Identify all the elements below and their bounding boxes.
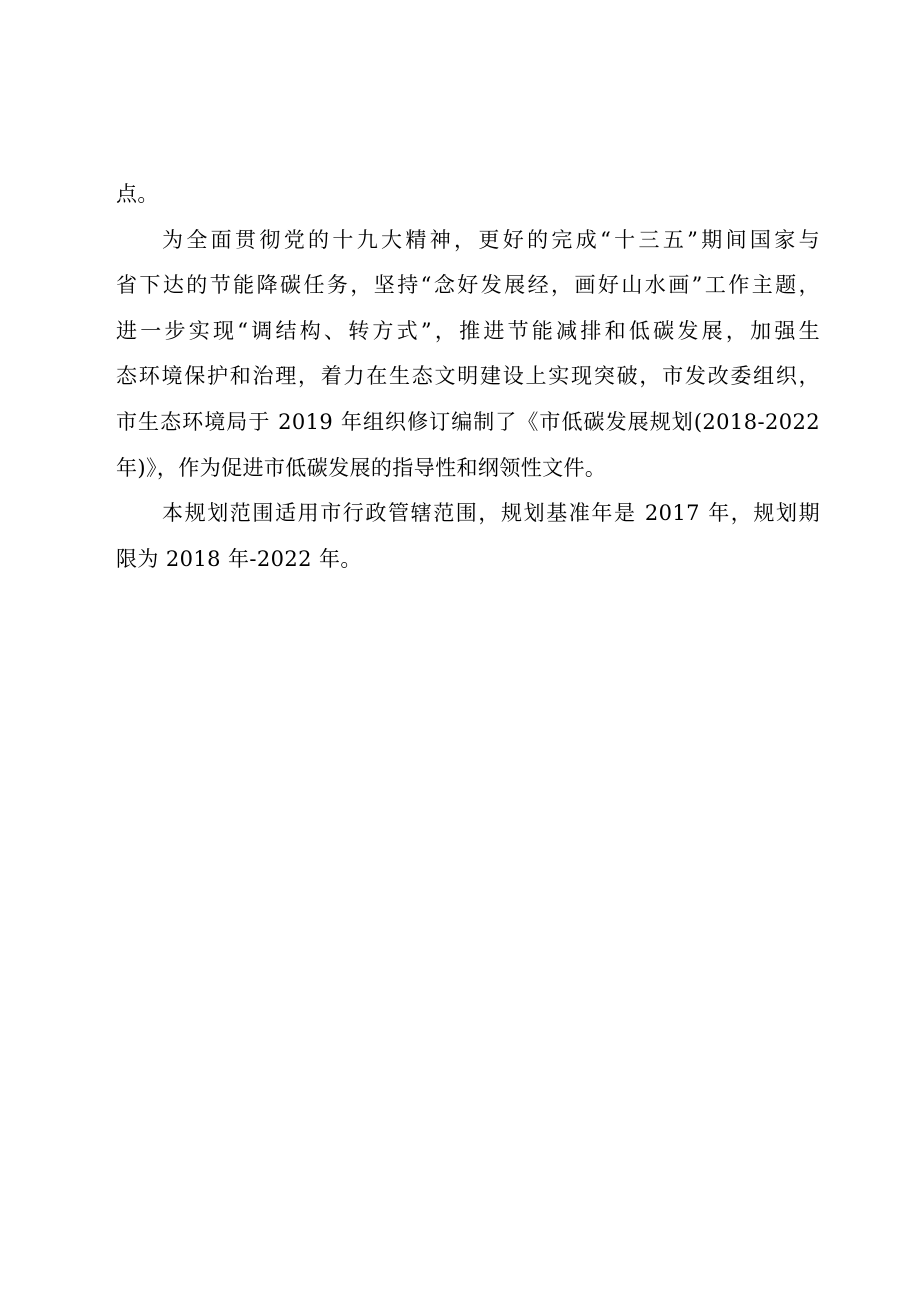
paragraph-3-line-2: 限为 2018 年-2022 年。 <box>116 546 362 571</box>
paragraph-2-line-6: 年)》，作为促进市低碳发展的指导性和纲领性文件。 <box>116 455 607 480</box>
paragraph-1-line-1: 点。 <box>116 182 159 206</box>
paragraph-2-line-3: 进一步实现“调结构、转方式”，推进节能减排和低碳发展，加强生 <box>116 318 820 343</box>
paragraph-2-line-4: 态环境保护和治理，着力在生态文明建设上实现突破，市发改委组织， <box>116 364 820 389</box>
paragraph-2-line-2: 省下达的节能降碳任务，坚持“念好发展经，画好山水画”工作主题， <box>116 273 820 298</box>
paragraph-2-line-1: 为全面贯彻党的十九大精神，更好的完成“十三五”期间国家与 <box>162 227 820 252</box>
paragraph-2-line-5: 市生态环境局于 2019 年组织修订编制了《市低碳发展规划(2018-2022 <box>116 409 820 434</box>
document-body <box>116 172 820 582</box>
paragraph-3-line-1: 本规划范围适用市行政管辖范围，规划基准年是 2017 年，规划期 <box>162 501 820 526</box>
